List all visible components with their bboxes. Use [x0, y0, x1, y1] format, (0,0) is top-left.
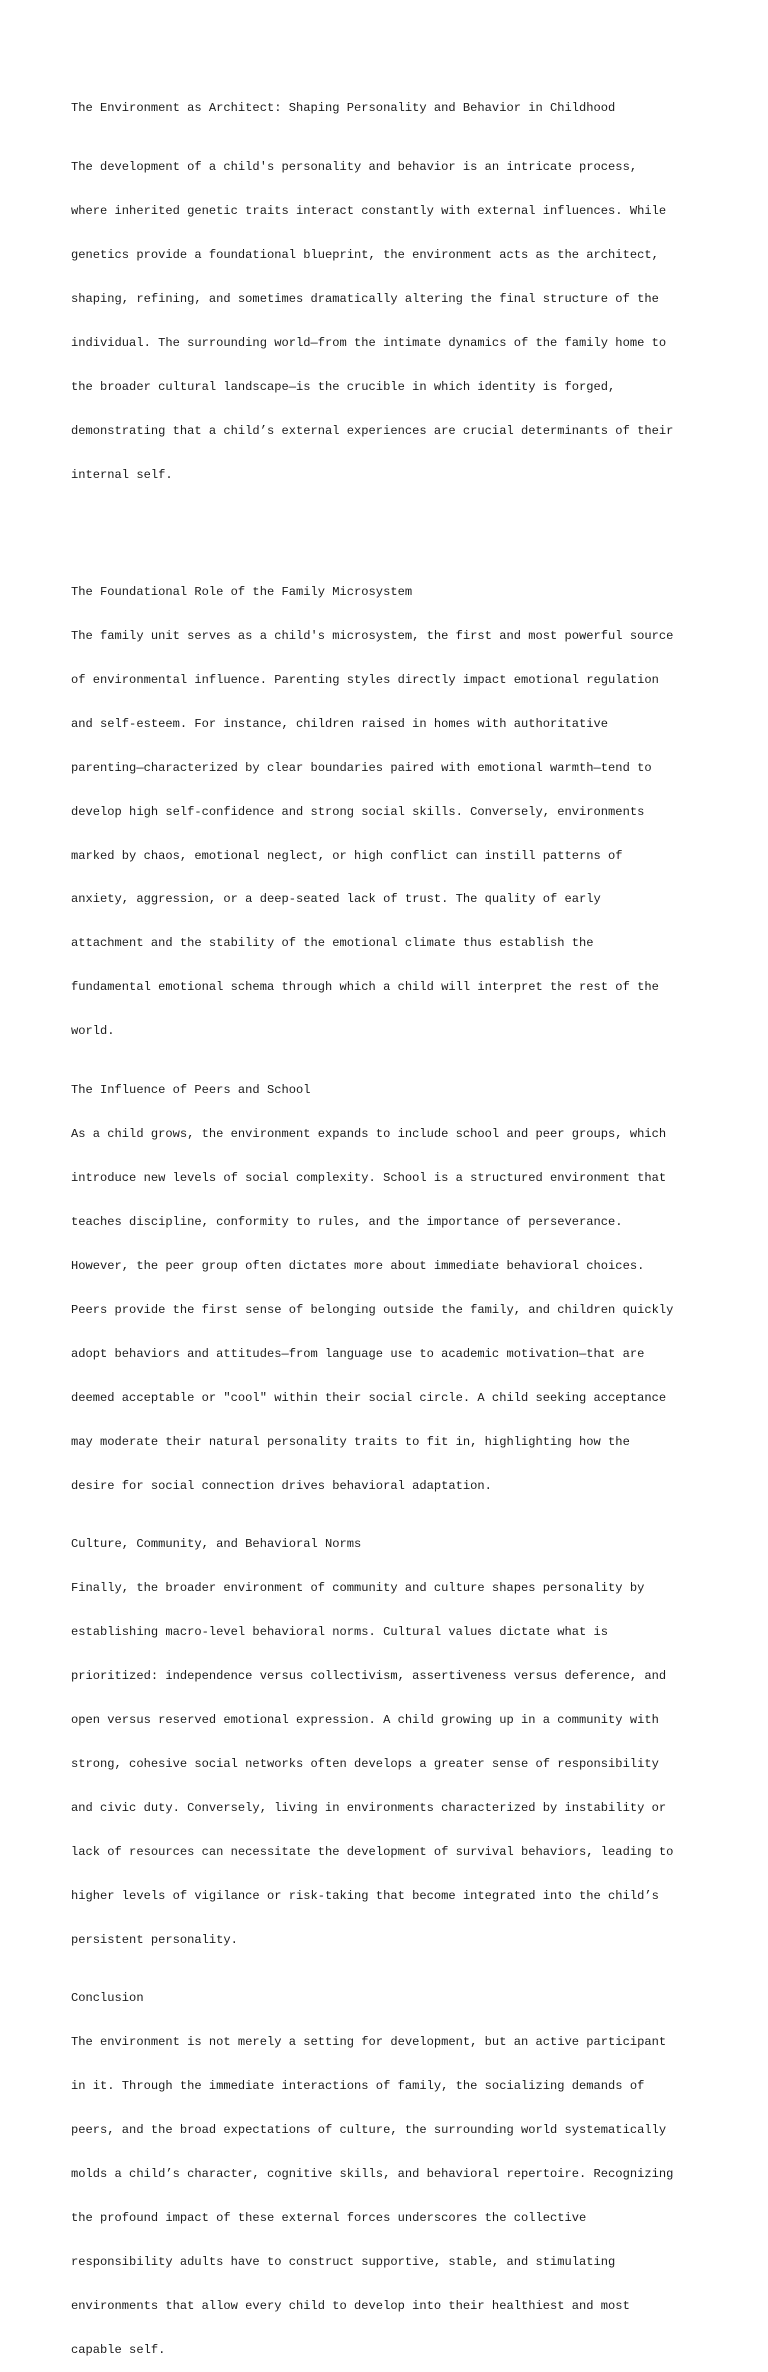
body-line: in it. Through the immediate interactions of family, the socializing demands of — [71, 2079, 645, 2094]
body-line: The environment is not merely a setting for development, but an active participant — [71, 2035, 667, 2050]
body-line: the profound impact of these external forces underscores the collective — [71, 2211, 587, 2226]
body-line: marked by chaos, emotional neglect, or high conflict can instill patterns of — [71, 848, 623, 863]
body-line: teaches discipline, conformity to rules, and the importance of perseverance. — [71, 1214, 623, 1229]
body-line: prioritized: independence versus collectivism, assertiveness versus deference, and — [71, 1669, 667, 1683]
body-line: peers, and the broad expectations of culture, the surrounding world systematically — [71, 2123, 667, 2138]
intro-line: shaping, refining, and sometimes dramatically altering the final structure of the — [71, 291, 659, 306]
body-line: develop high self-confidence and strong social skills. Conversely, environments — [71, 804, 645, 819]
body-line: The family unit serves as a child's microsystem, the first and most powerful source — [71, 628, 674, 643]
body-line: adopt behaviors and attitudes—from language use to academic motivation—that are — [71, 1346, 645, 1361]
body-line: fundamental emotional schema through which a child will interpret the rest of the — [71, 980, 659, 995]
body-line: may moderate their natural personality traits to fit in, highlighting how the — [71, 1434, 630, 1449]
body-line: capable self. — [71, 2342, 166, 2357]
body-line: and civic duty. Conversely, living in environments characterized by instability or — [71, 1800, 667, 1815]
body-line: persistent personality. — [71, 1932, 238, 1947]
document-page — [71, 72, 711, 2372]
body-line: deemed acceptable or "cool" within their social circle. A child seeking acceptance — [71, 1390, 667, 1405]
intro-line: internal self. — [71, 467, 173, 482]
body-line: molds a child’s character, cognitive skills, and behavioral repertoire. Recognizing — [71, 2167, 674, 2182]
intro-line: demonstrating that a child’s external experiences are crucial determinants of their — [71, 423, 674, 438]
body-line: world. — [71, 1024, 115, 1039]
body-line: of environmental influence. Parenting styles directly impact emotional regulation — [71, 672, 659, 687]
body-line: Finally, the broader environment of community and culture shapes personality by — [71, 1581, 645, 1596]
paragraph-spacer — [71, 526, 711, 541]
body-line: lack of resources can necessitate the development of survival behaviors, leading to — [71, 1844, 674, 1859]
body-line: environments that allow every child to develop into their healthiest and most — [71, 2299, 630, 2313]
section-heading-conclusion: Conclusion — [71, 1991, 144, 2006]
body-line: strong, cohesive social networks often develops a greater sense of responsibility — [71, 1756, 659, 1771]
body-line: As a child grows, the environment expands to include school and peer groups, which — [71, 1126, 667, 1141]
body-line: However, the peer group often dictates more about immediate behavioral choices. — [71, 1258, 645, 1273]
body-line: higher levels of vigilance or risk-taking that become integrated into the child’s — [71, 1888, 659, 1903]
intro-line: genetics provide a foundational blueprint, the environment acts as the architect, — [71, 247, 659, 262]
intro-line: individual. The surrounding world—from the intimate dynamics of the family home to — [71, 335, 667, 350]
section-heading-family: The Foundational Role of the Family Microsystem — [71, 584, 413, 599]
body-line: anxiety, aggression, or a deep-seated lack of trust. The quality of early — [71, 892, 601, 907]
section-heading-peers: The Influence of Peers and School — [71, 1082, 311, 1097]
intro-line: The development of a child's personality and behavior is an intricate process, — [71, 159, 638, 174]
body-line: attachment and the stability of the emotional climate thus establish the — [71, 936, 594, 951]
body-line: parenting—characterized by clear boundaries paired with emotional warmth—tend to — [71, 760, 652, 775]
intro-line: the broader cultural landscape—is the crucible in which identity is forged, — [71, 379, 616, 394]
section-heading-culture: Culture, Community, and Behavioral Norms — [71, 1537, 362, 1552]
body-line: Peers provide the first sense of belonging outside the family, and children quickly — [71, 1302, 674, 1317]
body-line: responsibility adults have to construct supportive, stable, and stimulating — [71, 2255, 616, 2270]
intro-line: where inherited genetic traits interact constantly with external influences. While — [71, 203, 667, 218]
body-line: introduce new levels of social complexity. School is a structured environment that — [71, 1170, 667, 1185]
body-line: establishing macro-level behavioral norms. Cultural values dictate what is — [71, 1625, 609, 1640]
document-title: The Environment as Architect: Shaping Personality and Behavior in Childhood — [71, 101, 616, 116]
body-line: desire for social connection drives behavioral adaptation. — [71, 1478, 492, 1493]
body-line: and self-esteem. For instance, children raised in homes with authoritative — [71, 716, 609, 731]
body-line: open versus reserved emotional expression. A child growing up in a community with — [71, 1712, 659, 1727]
